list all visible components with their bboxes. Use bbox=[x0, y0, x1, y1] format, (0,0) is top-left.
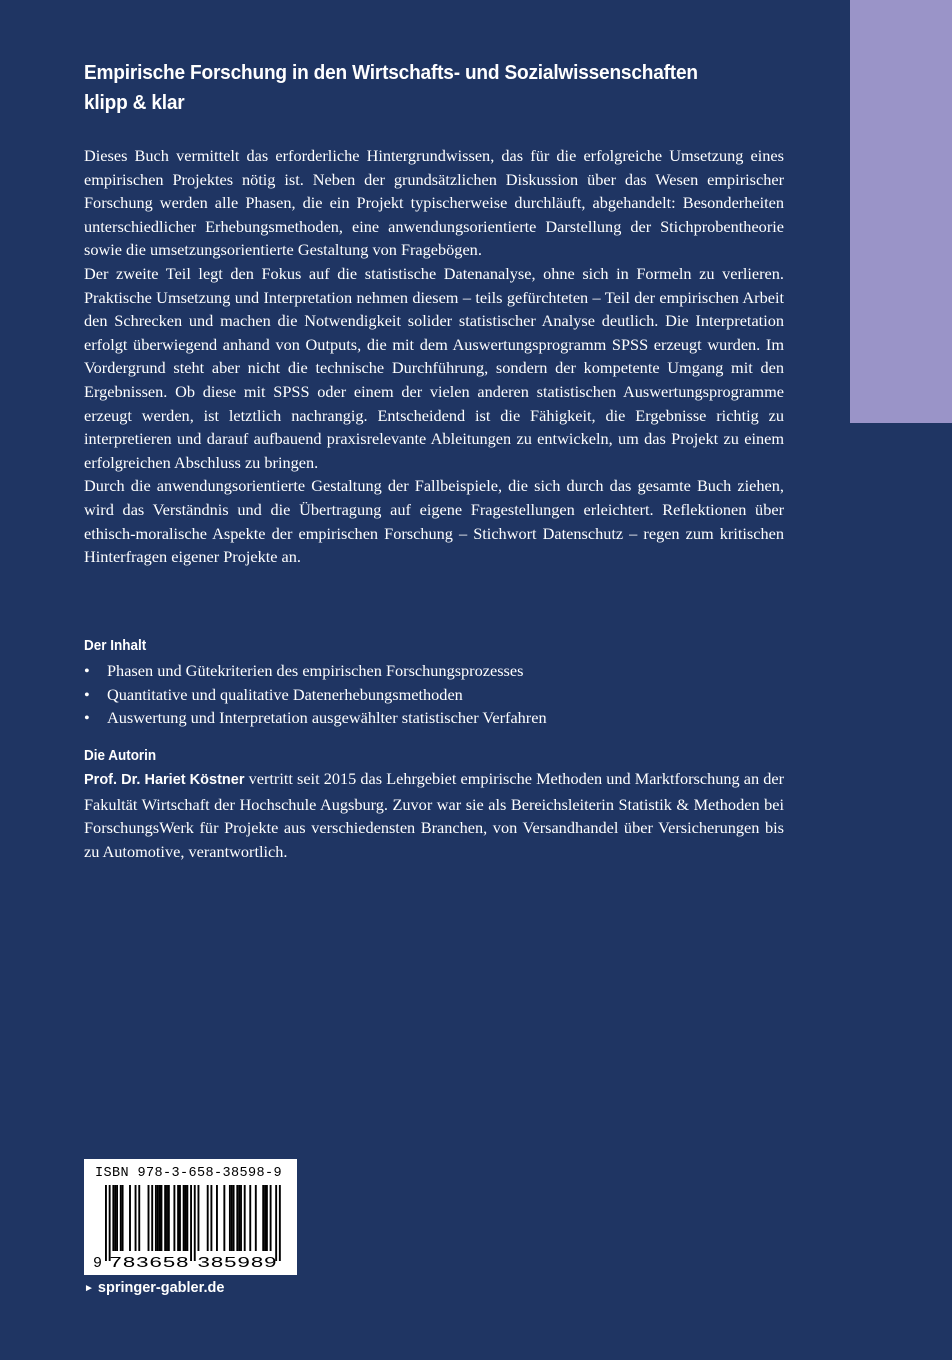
barcode-bar bbox=[114, 1185, 116, 1251]
barcode-bar bbox=[116, 1185, 118, 1251]
list-item-text: Auswertung und Interpretation ausgewählter statistischer Verfahren bbox=[107, 708, 547, 728]
barcode-bar bbox=[264, 1185, 266, 1251]
barcode-bar bbox=[194, 1185, 196, 1261]
barcode-bar bbox=[229, 1185, 231, 1251]
barcode-bar bbox=[179, 1185, 181, 1251]
book-title-line1: Empirische Forschung in den Wirtschafts- und Sozialwissenschaften bbox=[84, 61, 698, 84]
barcode-bar bbox=[120, 1185, 122, 1251]
barcode-graphic bbox=[92, 1185, 290, 1271]
barcode-bar bbox=[255, 1185, 257, 1251]
barcode-bar bbox=[109, 1185, 111, 1261]
barcode-bar bbox=[236, 1185, 238, 1251]
arrow-right-icon: ► bbox=[84, 1283, 94, 1294]
barcode-bar bbox=[168, 1185, 170, 1251]
barcode-bar bbox=[138, 1185, 140, 1251]
barcode-bar bbox=[279, 1185, 281, 1261]
publisher-link[interactable] bbox=[84, 1280, 224, 1296]
barcode-bar bbox=[240, 1185, 242, 1251]
barcode-bar bbox=[238, 1185, 240, 1251]
isbn-barcode bbox=[84, 1159, 297, 1275]
author-heading: Die Autorin bbox=[84, 748, 157, 764]
barcode-bar bbox=[161, 1185, 163, 1251]
barcode-bar bbox=[151, 1185, 153, 1251]
barcode-bar bbox=[190, 1185, 192, 1261]
book-title bbox=[84, 58, 735, 118]
barcode-bar bbox=[223, 1185, 225, 1251]
barcode-bar bbox=[159, 1185, 161, 1251]
list-item bbox=[84, 683, 784, 707]
barcode-bar bbox=[244, 1185, 246, 1251]
barcode-bar bbox=[164, 1185, 166, 1251]
blurb bbox=[84, 58, 784, 569]
author-section bbox=[84, 745, 784, 863]
barcode-bars bbox=[105, 1185, 281, 1261]
barcode-bar bbox=[173, 1185, 175, 1251]
barcode-bar bbox=[216, 1185, 218, 1251]
barcode-bar bbox=[233, 1185, 235, 1251]
barcode-digits-left: 783658 bbox=[109, 1255, 189, 1271]
description-paragraph: Durch die anwendungsorientierte Gestaltung der Fallbeispiele, die sich durch das gesamte Buch ziehen, wird das Verständnis und die Übertragung auf eigene Fragestellungen erleichtert. Reflektionen über ethisch-moralische Aspekte der empirischen Forschung – Stichwort Datenschutz – regen zum kritischen Hinterfragen eigener Projekte an. bbox=[84, 476, 784, 567]
bullet-icon: • bbox=[84, 661, 90, 680]
description-paragraph: Dieses Buch vermittelt das erforderliche Hintergrundwissen, das für die erfolgreiche Umsetzung eines empirischen Projektes nötig ist. Neben der grundsätzlichen Diskussion über das Wesen empirischer Forschung werden alle Phasen, die ein Projekt typischerweise durchläuft, abgehandelt: Besonderheiten unterschiedlicher Erhebungsmethoden, eine anwendungsorientierte Darstellung der Stichprobentheorie sowie die umsetzungsorientierte Gestaltung von Fragebögen. bbox=[84, 146, 784, 260]
description bbox=[84, 144, 784, 569]
list-item bbox=[84, 659, 784, 683]
barcode-bar bbox=[207, 1185, 209, 1251]
cover-accent-block bbox=[850, 0, 952, 423]
list-item-text: Phasen und Gütekriterien des empirischen Forschungsprozesses bbox=[107, 661, 524, 680]
barcode-bar bbox=[135, 1185, 137, 1251]
barcode-bar bbox=[166, 1185, 168, 1251]
barcode-bar bbox=[105, 1185, 107, 1261]
author-name: Prof. Dr. Hariet Köstner bbox=[84, 772, 245, 788]
list-item-text: Quantitative und qualitative Datenerhebungsmethoden bbox=[107, 684, 463, 704]
barcode-bar bbox=[177, 1185, 179, 1251]
barcode-bar bbox=[148, 1185, 150, 1251]
barcode-bar bbox=[185, 1185, 187, 1251]
book-title-line2: klipp & klar bbox=[84, 91, 185, 114]
bullet-icon: • bbox=[84, 708, 90, 728]
author-bio-text: vertritt seit 2015 das Lehrgebiet empirische Methoden und Marktforschung an der Fakultät Wirtschaft der Hochschule Augsburg. Zuvor war sie als Bereichsleiterin Statistik & Methoden bei ForschungsWerk für Projekte aus verschiedensten Branchen, von Versandhandel über Versicherungen bis zu Automotive, verantwortlich. bbox=[84, 769, 785, 861]
publisher-url: springer-gabler.de bbox=[97, 1280, 225, 1296]
barcode-bar bbox=[262, 1185, 264, 1251]
barcode-bar bbox=[270, 1185, 272, 1251]
barcode-digit-first: 9 bbox=[93, 1255, 103, 1271]
barcode-bar bbox=[155, 1185, 157, 1251]
barcode-bar bbox=[210, 1185, 212, 1251]
bullet-icon: • bbox=[84, 684, 90, 704]
barcode-bar bbox=[198, 1185, 200, 1251]
barcode-bar bbox=[122, 1185, 124, 1251]
barcode-bar bbox=[275, 1185, 277, 1261]
barcode-bar bbox=[231, 1185, 233, 1251]
barcode-bar bbox=[183, 1185, 185, 1251]
description-paragraph: Der zweite Teil legt den Fokus auf die statistische Datenanalyse, ohne sich in Formeln zu verlieren. Praktische Umsetzung und Interpretation nehmen diesem – teils gefürchteten – Teil der empirischen Arbeit den Schrecken und machen die Notwendigkeit solider statistischer Analyse deutlich. Die Interpretation erfolgt überwiegend anhand von Outputs, die mit dem Auswertungsprogramm SPSS erzeugt wurden. Im Vordergrund steht aber nicht die technische Durchführung, sondern der kompetente Umgang mit den Ergebnissen. Ob diese mit SPSS oder einem der vielen anderen statistischen Auswertungsprogramme erzeugt werden, ist letztlich nachrangig. Entscheidend ist die Fähigkeit, die Ergebnisse richtig zu interpretieren und darauf aufbauend praxisrelevante Ableitungen zu entwickeln, um das Projekt zu einem erfolgreichen Abschluss zu bringen. bbox=[84, 263, 784, 472]
author-bio bbox=[84, 767, 784, 863]
contents-heading: Der Inhalt bbox=[84, 638, 147, 654]
barcode-bar bbox=[249, 1185, 251, 1251]
barcode-bar bbox=[112, 1185, 114, 1251]
contents-list bbox=[84, 659, 784, 730]
barcode-bar bbox=[266, 1185, 268, 1251]
barcode-bar bbox=[129, 1185, 131, 1251]
isbn-label: ISBN 978-3-658-38598-9 bbox=[95, 1166, 283, 1181]
barcode-bar bbox=[186, 1185, 188, 1251]
list-item bbox=[84, 706, 784, 730]
barcode-digits-right: 385989 bbox=[197, 1255, 277, 1271]
contents-section bbox=[84, 635, 784, 730]
barcode-bar bbox=[157, 1185, 159, 1251]
